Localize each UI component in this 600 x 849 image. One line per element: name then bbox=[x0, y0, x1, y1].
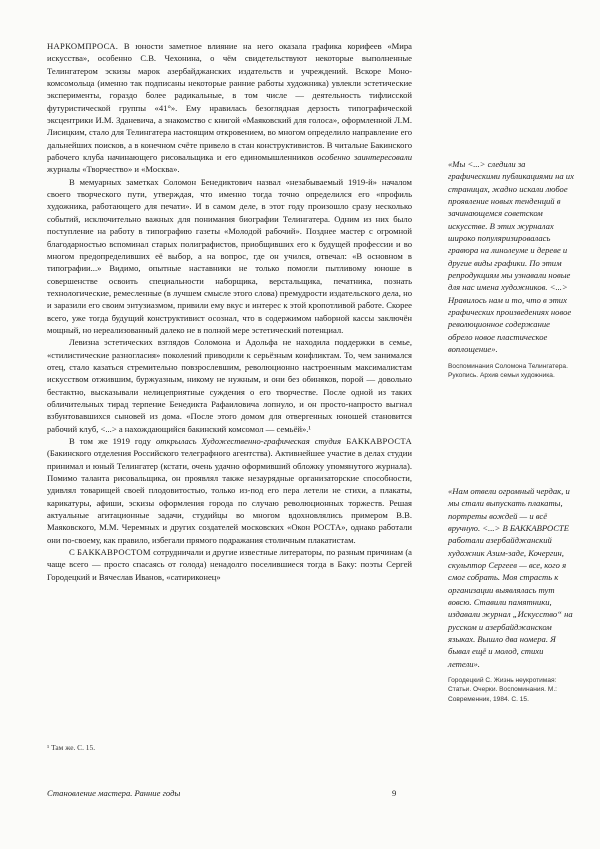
main-text-column bbox=[47, 40, 412, 583]
quote-source: Воспоминания Соломона Телингатера. Рукопись. Архив семьи художника. bbox=[448, 362, 568, 379]
sidebar-quote-2 bbox=[448, 485, 576, 704]
running-title: Становление мастера. Ранние годы bbox=[47, 788, 181, 798]
paragraph-1: НАРКОМПРОСА. В юности заметное влияние на него оказала графика корифеев «Мира искусства», особенно С.В. Чехонина, о чём свидетельствуют некоторые выполненные Телингатером эскизы марок азербайджанских издательств и учреждений. Вскоре Моно-комсомольца (именно так подписаны некоторые ранние работы художника) увлекли эстетические эксперименты, гораздо более радикальные, в том числе — деятельность тифлисской футуристической группы «41°». Ему нравилась безоглядная дерзость типографической эксцентрики И.М. Зданевича, а знакомство с книгой «Маяковский для голоса», оформленной Л.М. Лисицким, стало для Телингатера настоящим откровением, во многом определило направление его дальнейших поисков, а в конечном счёте привело в стан конструктивистов. В читальне Бакинского рабочего клуба начинающего рисовальщика и его единомышленников особенно заинтересовали журналы «Творчество» и «Москва». bbox=[47, 41, 412, 175]
sidebar-quote-1 bbox=[448, 158, 576, 380]
paragraph-4: В том же 1919 году открылась Художественно-графическая студия БАККАВРОСТА (Бакинского отделения Российского телеграфного агентства). Активнейшее участие в делах студии принимал и юный Телингатер (кстати, очень удачно оформивший обложку упомянутого журнала). Помимо таланта рисовальщика, он проявлял также незаурядные организаторские способности, удивлял товарищей своей плодовитостью, только из-под его пера летели не стихи, а плакаты, карикатуры, афиши, эскизы оформления города по случаю революционных торжеств. Решая актуальные агитационные задачи, студийцы во многом вдохновлялись примером В.В. Маяковского, М.М. Черемных и других создателей московских «Окон РОСТА», однако работали они по-своему, как правило, избегали прямого подражания столичным плакатистам. bbox=[47, 436, 412, 545]
lead-word: НАРКОМПРОСА. bbox=[47, 41, 119, 51]
paragraph-3: Левизна эстетических взглядов Соломона и Адольфа не находила поддержки в семье, «стилистические разногласия» поколений приводили к серьёзным конфликтам. То, чем занимался отец, стало казаться стремительно повзрослевшим, революционно настроенным максималистам искусством отжившим, буржуазным, никому не нужным, и они без обиняков, порой — довольно бестактно, высказывали нелицеприятные суждения о его творчестве. После одной из таких обличительных тирад терпение Бенедикта Рафаиловича лопнуло, и он просто-напросто выгнал взбунтовавшихся сыновей из дома. «После этого домом для отвергенных юношей становится рабочий клуб, <...> а нахождающийся бакинский комсомол — семьёй».¹ bbox=[47, 337, 412, 434]
quote-source: Городецкий С. Жизнь неукротимая: Статьи. Очерки. Воспоминания. М.: Современник, 1984. С. 15. bbox=[448, 677, 558, 703]
footnote: ¹ Там же. С. 15. bbox=[47, 743, 96, 752]
quote-text: «Нам отвели огромный чердак, и мы стали выпускать плакаты, портреты вождей — и всё вручную. <...> В БАККАВРОСТЕ работали азербайджанский художник Азим-заде, Кочергин, скульптор Сергеев — все, кого я смог собрать. Моя страсть к организации выявлялась тут вовсю. Ставили памятники, издавали журнал „Искусство“ на русском и азербайджанском языках. Вышло два номера. Я бывал ещё и молод, стихи летели». bbox=[448, 486, 573, 669]
paragraph-5: С БАККАВРОСТОМ сотрудничали и другие известные литераторы, по разным причинам (а чаще всего — просто спасаясь от голода) ненадолго поселившиеся тогда в Баку: поэты Сергей Городецкий и Вячеслав Иванов, «сатириконец» bbox=[47, 547, 412, 582]
page-number: 9 bbox=[392, 788, 397, 798]
quote-text: «Мы <...> следили за графическими публикациями на их страницах, жадно искали любое проявление новых тенденций в зачинающемся советском искусстве. В этих журналах широко популяризировалась гравюра на линолеуме и дереве и другие виды графики. По этим репродукциям мы узнавали новые для нас имена художников. <...> Нравилось нам и то, что в этих графических произведениях новое революционное содержание обрело новое пластическое воплощение». bbox=[448, 159, 574, 355]
paragraph-2: В мемуарных заметках Соломон Бенедиктович назвал «незабываемый 1919-й» началом своего творческого пути, утверждая, что именно тогда точно определился его «профиль художника, работающего для печати». И в самом деле, в этот году произошло сразу несколько событий, исключительно важных для понимания биографии Телингатера. Одним из них было поступление на работу в типографию газеты «Молодой рабочий». Позднее мастер с огромной благодарностью вспоминал старых полиграфистов, приобщивших его к будущей профессии и во многом предопределивших её выбор, а на вопрос, где он учился, отвечал: «В основном в типографии...» Видимо, опытные наставники не только помогли пытливому юноше в совершенстве освоить специальности наборщика, верстальщика, печатника, познать технологические, ремесленные (в лучшем смысле этого слова) премудрости издательского дела, но и заразили его своим энтузиазмом, привили ему вкус и интерес к этой кропотливой работе. Скорее всего, уже тогда будущий конструктивист осознал, что в содержимом наборной кассы заключён мощный, но нереализованный далеко не в полной мере эстетический потенциал. bbox=[47, 176, 412, 335]
